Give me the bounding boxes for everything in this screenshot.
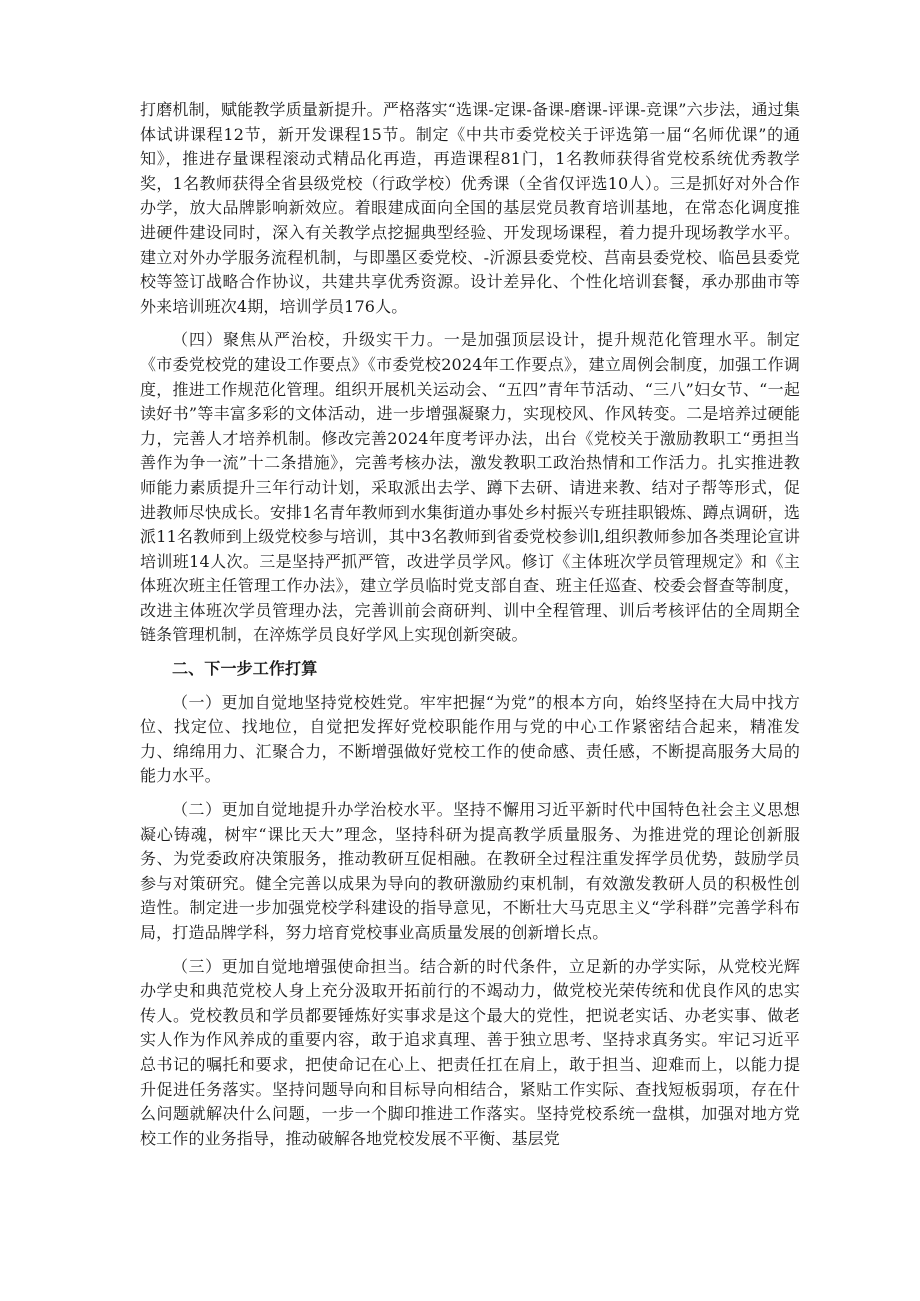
- paragraph-next-step-three: （三）更加自觉地增强使命担当。结合新的时代条件，立足新的办学实际，从党校光辉办学史和典范党校人身上充分汲取开拓前行的不竭动力，做党校光荣传统和优良作风的忠实传人。党校教员和学员都要锤炼好实事求是这个最大的党性，把说老实话、办老实事、做老实人作为作风养成的重要内容，敢于追求真理、善于独立思考、坚持求真务实。牢记习近平总书记的嘱托和要求，把使命记在心上、把责任扛在肩上，敢于担当、迎难而上，以能力提升促进任务落实。坚持问题导向和目标导向相结合，紧贴工作实际、查找短板弱项，存在什么问题就解决什么问题，一步一个脚印推进工作落实。坚持党校系统一盘棋，加强对地方党校工作的业务指导，推动破解各地党校发展不平衡、基层党: [140, 956, 800, 1148]
- paragraph-next-step-two: （二）更加自觉地提升办学治校水平。坚持不懈用习近平新时代中国特色社会主义思想凝心铸魂，树牢“课比天大”理念，坚持科研为提高教学质量服务、为推进党的理论创新服务、为党委政府决策服务，推动教研互促相融。在教研全过程注重发挥学员优势，鼓励学员参与对策研究。健全完善以成果为导向的教研激励约束机制，有效激发教研人员的积极性创造性。制定进一步加强党校学科建设的指导意见，不断壮大马克思主义“学科群”完善学科布局，打造品牌学科，努力培育党校事业高质量发展的创新增长点。: [140, 800, 800, 942]
- paragraph-continuation: 打磨机制，赋能教学质量新提升。严格落实“选课-定课-备课-磨课-评课-竞课”六步法，通过集体试讲课程12节，新开发课程15节。制定《中共市委党校关于评选第一届“名师优课”的通知》，推进存量课程滚动式精品化再造，再造课程81门，1名教师获得省党校系统优秀教学奖，1名教师获得全省县级党校（行政学校）优秀课（全省仅评选10人）。三是抓好对外合作办学，放大品牌影响新效应。着眼建成面向全国的基层党员教育培训基地，在常态化调度推进硬件建设同时，深入有关教学点挖掘典型经验、开发现场课程，着力提升现场教学水平。建立对外办学服务流程机制，与即墨区委党校、-沂源县委党校、莒南县委党校、临邑县委党校等签订战略合作协议，共建共享优秀资源。设计差异化、个性化培训套餐，承办那曲市等外来培训班次4期，培训学员176人。: [140, 100, 800, 316]
- paragraph-next-step-one: （一）更加自觉地坚持党校姓党。牢牢把握“为党”的根本方向，始终坚持在大局中找方位、找定位、找地位，自觉把发挥好党校职能作用与党的中心工作紧密结合起来，精准发力、绵绵用力、汇聚合力，不断增强做好党校工作的使命感、责任感，不断提高服务大局的能力水平。: [140, 692, 800, 786]
- paragraph-section-four: （四）聚焦从严治校，升级实干力。一是加强顶层设计，提升规范化管理水平。制定《市委党校党的建设工作要点》《市委党校2024年工作要点》，建立周例会制度，加强工作调度，推进工作规范化管理。组织开展机关运动会、“五四”青年节活动、“三八”妇女节、“一起读好书”等丰富多彩的文体活动，进一步增强凝聚力，实现校风、作风转变。二是培养过硬能力，完善人才培养机制。修改完善2024年度考评办法，出台《党校关于激励教职工“勇担当善作为争一流”十二条措施》，完善考核办法，激发教职工政治热情和工作活力。扎实推进教师能力素质提升三年行动计划，采取派出去学、蹲下去研、请进来教、结对子帮等形式，促进教师尽快成长。安排1名青年教师到水集街道办事处乡村振兴专班挂职锻炼、蹲点调研，选派11名教师到上级党校参与培训，其中3名教师到省委党校参训l,组织教师参加各类理论宣讲培训班14人次。三是坚持严抓严管，改进学员学风。修订《主体班次学员管理规定》和《主体班次班主任管理工作办法》，建立学员临时党支部自查、班主任巡查、校委会督查等制度，改进主体班次学员管理办法，完善训前会商研判、训中全程管理、训后考核评估的全周期全链条管理机制，在淬炼学员良好学风上实现创新突破。: [140, 330, 800, 645]
- section-heading-next-steps: 二、下一步工作打算: [172, 659, 318, 679]
